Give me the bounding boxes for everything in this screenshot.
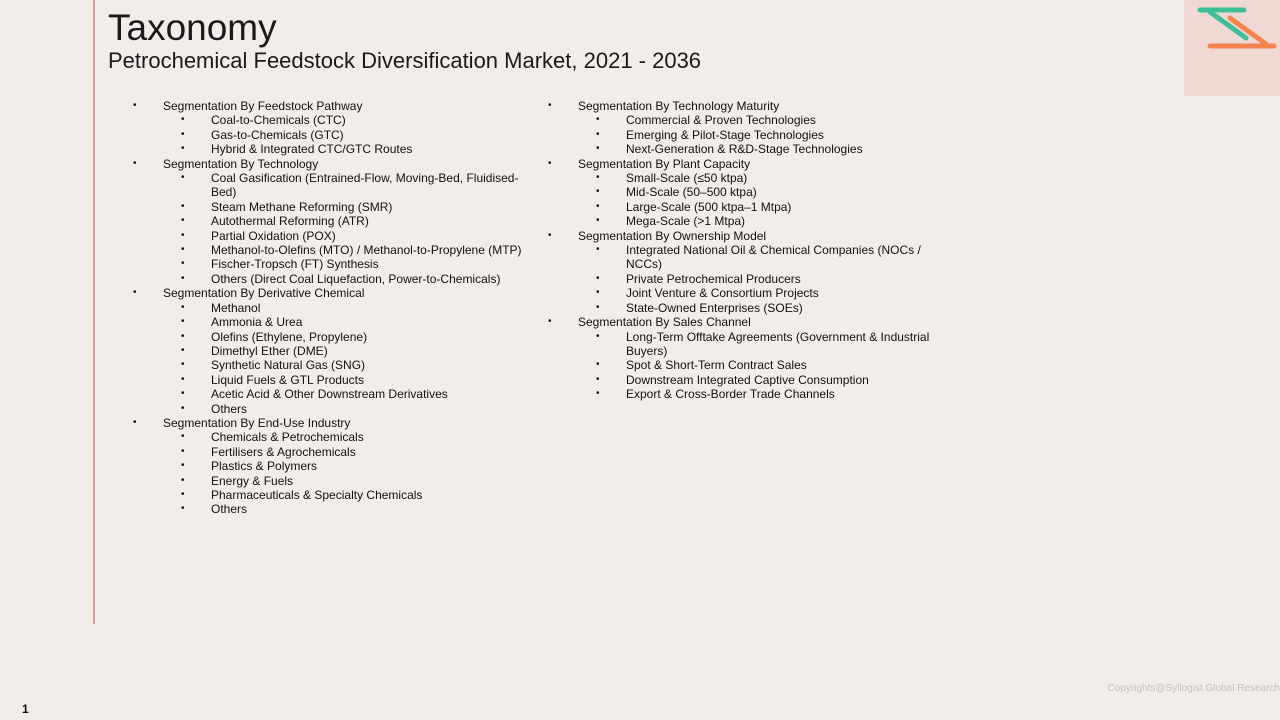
segment-item: • Others bbox=[130, 402, 530, 416]
segment-item: • Mid-Scale (50–500 ktpa) bbox=[545, 185, 935, 199]
segment-category: • Segmentation By Feedstock Pathway bbox=[130, 99, 530, 113]
taxonomy-column-left bbox=[130, 99, 530, 517]
segment-item: • Ammonia & Urea bbox=[130, 315, 530, 329]
segment-item: • Hybrid & Integrated CTC/GTC Routes bbox=[130, 142, 530, 156]
segment-item: • Export & Cross-Border Trade Channels bbox=[545, 387, 935, 401]
segment-item: • Methanol bbox=[130, 301, 530, 315]
segment-item: • State-Owned Enterprises (SOEs) bbox=[545, 301, 935, 315]
segment-item: • Steam Methane Reforming (SMR) bbox=[130, 200, 530, 214]
segment-item: • Mega-Scale (>1 Mtpa) bbox=[545, 214, 935, 228]
segment-item: • Emerging & Pilot-Stage Technologies bbox=[545, 128, 935, 142]
syllogist-logo-icon bbox=[1196, 2, 1278, 56]
segment-item: • Olefins (Ethylene, Propylene) bbox=[130, 330, 530, 344]
segment-item: • Autothermal Reforming (ATR) bbox=[130, 214, 530, 228]
copyright-notice: Copyrights@Syllogist Global Research bbox=[1107, 683, 1280, 694]
segment-item: • Fertilisers & Agrochemicals bbox=[130, 445, 530, 459]
segment-item: • Coal-to-Chemicals (CTC) bbox=[130, 113, 530, 127]
segment-item: • Small-Scale (≤50 ktpa) bbox=[545, 171, 935, 185]
segment-item: • Coal Gasification (Entrained-Flow, Moving-Bed, Fluidised-Bed) bbox=[130, 171, 530, 200]
segment-item: • Others (Direct Coal Liquefaction, Power-to-Chemicals) bbox=[130, 272, 530, 286]
segmentation-list bbox=[545, 99, 935, 402]
segment-item: • Spot & Short-Term Contract Sales bbox=[545, 358, 935, 372]
segment-item: • Pharmaceuticals & Specialty Chemicals bbox=[130, 488, 530, 502]
segment-item: • Plastics & Polymers bbox=[130, 459, 530, 473]
page-subtitle: Petrochemical Feedstock Diversification Market, 2021 - 2036 bbox=[108, 48, 702, 73]
segment-category: • Segmentation By End-Use Industry bbox=[130, 416, 530, 430]
segment-item: • Acetic Acid & Other Downstream Derivatives bbox=[130, 387, 530, 401]
segment-category: • Segmentation By Sales Channel bbox=[545, 315, 935, 329]
segment-item: • Energy & Fuels bbox=[130, 474, 530, 488]
segment-category: • Segmentation By Derivative Chemical bbox=[130, 286, 530, 300]
segment-item: • Commercial & Proven Technologies bbox=[545, 113, 935, 127]
segment-item: • Next-Generation & R&D-Stage Technologies bbox=[545, 142, 935, 156]
segment-item: • Gas-to-Chemicals (GTC) bbox=[130, 128, 530, 142]
segment-item: • Large-Scale (500 ktpa–1 Mtpa) bbox=[545, 200, 935, 214]
segment-item: • Methanol-to-Olefins (MTO) / Methanol-to-Propylene (MTP) bbox=[130, 243, 530, 257]
segment-item: • Dimethyl Ether (DME) bbox=[130, 344, 530, 358]
segment-category: • Segmentation By Technology bbox=[130, 157, 530, 171]
segment-item: • Joint Venture & Consortium Projects bbox=[545, 286, 935, 300]
accent-divider-line bbox=[93, 0, 95, 624]
segment-item: • Downstream Integrated Captive Consumption bbox=[545, 373, 935, 387]
page-number: 1 bbox=[22, 702, 29, 716]
segmentation-list bbox=[130, 99, 530, 517]
segment-category: • Segmentation By Technology Maturity bbox=[545, 99, 935, 113]
segment-item: • Integrated National Oil & Chemical Companies (NOCs / NCCs) bbox=[545, 243, 935, 272]
segment-item: • Chemicals & Petrochemicals bbox=[130, 430, 530, 444]
logo-container bbox=[1184, 0, 1280, 96]
segment-item: • Synthetic Natural Gas (SNG) bbox=[130, 358, 530, 372]
segment-item: • Long-Term Offtake Agreements (Government & Industrial Buyers) bbox=[545, 330, 935, 359]
segment-item: • Others bbox=[130, 502, 530, 516]
segment-item: • Private Petrochemical Producers bbox=[545, 272, 935, 286]
segment-item: • Fischer-Tropsch (FT) Synthesis bbox=[130, 257, 530, 271]
page-title: Taxonomy bbox=[108, 7, 277, 48]
segment-item: • Liquid Fuels & GTL Products bbox=[130, 373, 530, 387]
segment-category: • Segmentation By Ownership Model bbox=[545, 229, 935, 243]
segment-category: • Segmentation By Plant Capacity bbox=[545, 157, 935, 171]
segment-item: • Partial Oxidation (POX) bbox=[130, 229, 530, 243]
taxonomy-column-right bbox=[545, 99, 935, 402]
